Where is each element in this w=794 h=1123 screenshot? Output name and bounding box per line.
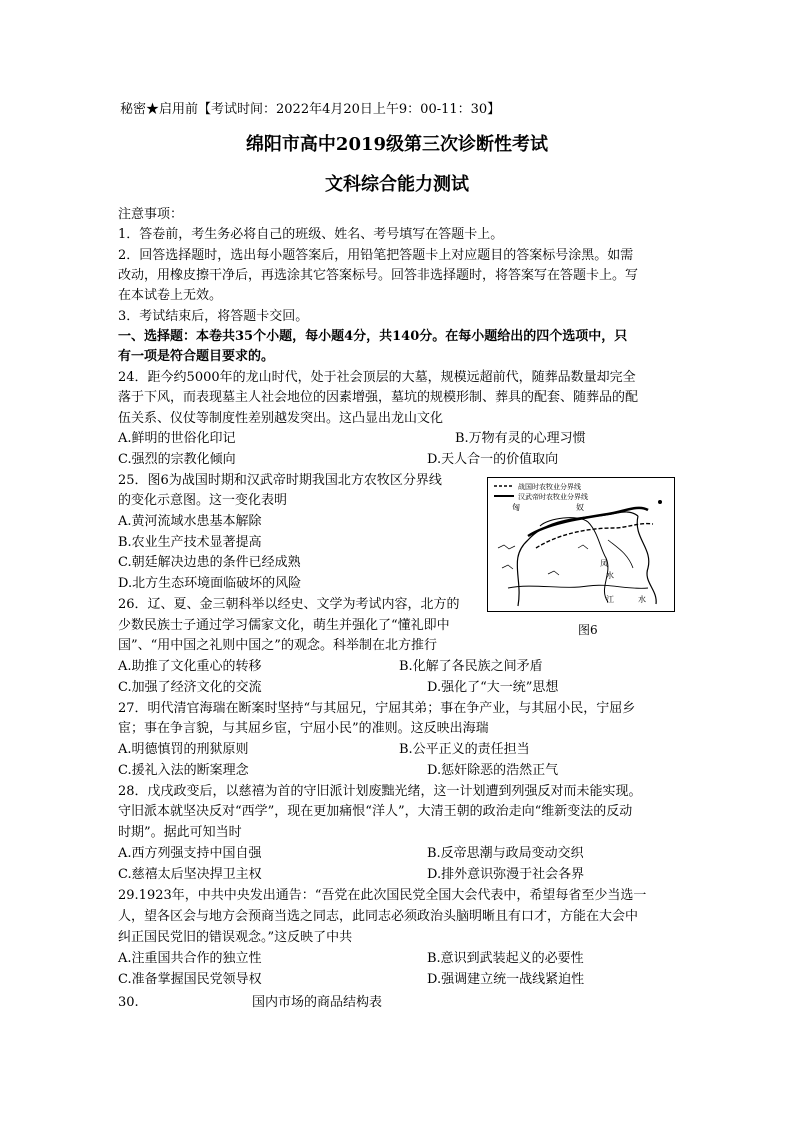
q24-line-2: 落于下风，而表现墓主人社会地位的因素增强，墓坑的规模形制、葬具的配套、随葬品的配: [118, 390, 639, 405]
q24-line-1: 24．距今约5000年的龙山时代，处于社会顶层的大墓，规模远超前代，随葬品数量却完全: [118, 370, 636, 385]
map-label-3: 凤: [600, 559, 608, 568]
q28-option-d: D.排外意识弥漫于社会各界: [427, 867, 585, 882]
q26-line-1: 26．辽、夏、金三朝科举以经史、文学为考试内容，北方的: [118, 597, 460, 612]
q28-option-b: B.反帝思潮与政局变动交织: [427, 846, 584, 861]
note-2-line-1: 2．回答选择题时，选出每小题答案后，用铅笔把答题卡上对应题目的答案标号涂黑。如需: [118, 248, 634, 263]
q29-line-3: 纠正国民党旧的错误观念。”这反映了中共: [118, 930, 353, 945]
q25-option-d: D.北方生态环境面临破坏的风险: [118, 576, 302, 591]
q27-option-a: A.明德慎罚的刑狱原则: [118, 742, 249, 757]
q25-line-1: 25．图6为战国时期和汉武帝时期我国北方农牧区分界线: [118, 473, 442, 488]
q26-option-a: A.助推了文化重心的转移: [118, 659, 262, 674]
q29-option-d: D.强调建立统一战线紧迫性: [427, 972, 585, 987]
q27-option-b: B.公平正义的责任担当: [399, 742, 530, 757]
q30-table-title: 国内市场的商品结构表: [252, 995, 383, 1010]
q29-option-c: C.准备掌握国民党领导权: [118, 972, 262, 987]
q30-number: 30.: [118, 995, 139, 1010]
q25-option-c: C.朝廷解决边患的条件已经成熟: [118, 555, 301, 570]
q28-option-c: C.慈禧太后坚决捍卫主权: [118, 867, 262, 882]
note-1: 1．答卷前，考生务必将自己的班级、姓名、考号填写在答题卡上。: [118, 227, 504, 242]
q29-line-2: 人，望各区会与地方会预商当选之同志，此同志必须政治头脑明晰且有口才，方能在大会中: [118, 909, 639, 924]
q26-option-d: D.强化了“大一统”思想: [427, 680, 559, 695]
note-2-line-2: 改动，用橡皮擦干净后，再选涂其它答案标号。回答非选择题时，将答案写在答题卡上。写: [118, 268, 639, 283]
q26-line-3: 国”、“用中国之礼则中国之”的观念。科举制在北方推行: [118, 638, 437, 653]
note-2-line-3: 在本试卷上无效。: [118, 288, 223, 303]
section-heading-line-2: 有一项是符合题目要求的。: [118, 349, 275, 364]
q25-line-2: 的变化示意图。这一变化表明: [118, 493, 288, 508]
map-label-1: 匈: [512, 503, 520, 512]
map-drawing: [488, 478, 674, 611]
q27-option-d: D.惩奸除恶的浩然正气: [427, 763, 559, 778]
q27-line-1: 27．明代清官海瑞在断案时坚持“与其屈兄，宁屈其弟；事在争产业，与其屈小民，宁屈乡: [118, 701, 636, 716]
q24-option-d: D.天人合一的价值取向: [427, 452, 559, 467]
q24-line-3: 伍关系、仪仗等制度性差别越发突出。这凸显出龙山文化: [118, 411, 444, 426]
note-3: 3．考试结束后，将答题卡交回。: [118, 309, 309, 324]
q29-option-a: A.注重国共合作的独立性: [118, 951, 262, 966]
q26-line-2: 少数民族士子通过学习儒家文化，萌生并强化了“懂礼即中: [118, 618, 450, 633]
q26-option-b: B.化解了各民族之间矛盾: [399, 659, 543, 674]
q29-option-b: B.意识到武装起义的必要性: [427, 951, 584, 966]
q27-option-c: C.援礼入法的断案理念: [118, 763, 249, 778]
q27-line-2: 宦；事在争言貌，与其屈乡宦，宁屈小民”的准则。这反映出海瑞: [118, 721, 489, 736]
q28-line-3: 时期”。据此可知当时: [118, 825, 242, 840]
legend-2: 汉武帝时农牧业分界线: [518, 493, 588, 501]
q25-option-b: B.农业生产技术显著提高: [118, 535, 262, 550]
map-label-4: 水: [606, 571, 614, 580]
confidential-header: 秘密★启用前【考试时间：2022年4月20日上午9：00-11：30】: [120, 102, 501, 117]
q29-line-1: 29.1923年，中共中央发出通告：“吾党在此次国民党全国大会代表中，希望每省至少当选一: [118, 888, 647, 903]
legend-1: 战国时农牧业分界线: [518, 483, 581, 491]
q24-option-b: B.万物有灵的心理习惯: [455, 431, 586, 446]
q28-line-1: 28．戊戌政变后，以慈禧为首的守旧派计划废黜光绪，这一计划遭到列强反对而未能实现。: [118, 784, 642, 799]
map-label-2: 奴: [576, 503, 584, 512]
exam-title: 绵阳市高中2019级第三次诊断性考试: [245, 134, 549, 155]
figure-6-caption: 图6: [578, 623, 598, 637]
q26-option-c: C.加强了经济文化的交流: [118, 680, 262, 695]
q24-option-a: A.鲜明的世俗化印记: [118, 431, 236, 446]
q28-line-2: 守旧派本就坚决反对“西学”，现在更加痛恨“洋人”，大清王朝的政治走向“维新变法的反动: [118, 804, 633, 819]
figure-6-map: [487, 477, 675, 612]
q25-option-a: A.黄河流域水患基本解除: [118, 514, 262, 529]
map-label-5: 江: [606, 595, 614, 604]
section-heading-line-1: 一、选择题：本卷共35个小题，每小题4分，共140分。在每小题给出的四个选项中，只: [118, 329, 628, 344]
map-label-6: 水: [638, 595, 646, 604]
q24-option-c: C.强烈的宗教化倾向: [118, 452, 236, 467]
q28-option-a: A.西方列强支持中国自强: [118, 846, 262, 861]
notes-heading: 注意事项：: [118, 207, 184, 222]
exam-subtitle: 文科综合能力测试: [325, 174, 469, 195]
